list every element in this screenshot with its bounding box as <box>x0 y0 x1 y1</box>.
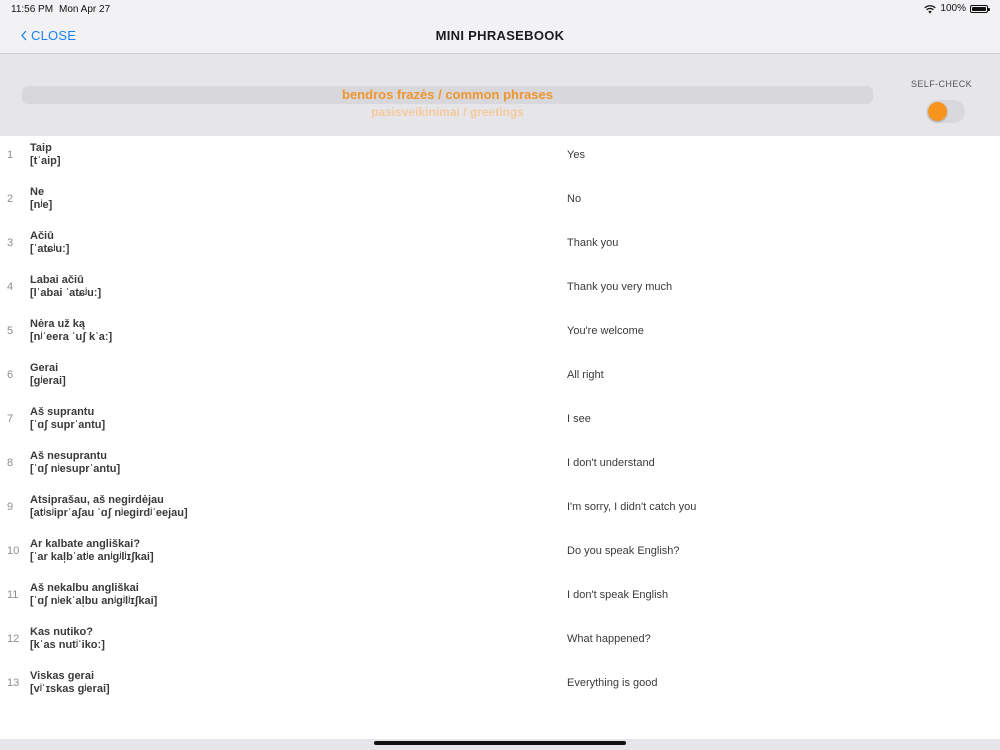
phrase-lithuanian: Atsiprašau, aš negirdėjau <box>30 494 164 506</box>
phrase-pronunciation: [ˈatɕʲuː] <box>30 243 70 255</box>
table-row[interactable] <box>0 313 1000 357</box>
phrase-english: I'm sorry, I didn't catch you <box>567 501 697 513</box>
phrase-lithuanian: Viskas gerai <box>30 670 95 682</box>
phrase-lithuanian: Ačiū <box>30 230 54 242</box>
table-row[interactable] <box>0 269 1000 313</box>
phrase-pronunciation: [vʲˈɪskas gʲerai] <box>30 683 110 695</box>
phrase-pronunciation: [nʲˈeera ˈuʃ kˈaː] <box>30 331 113 343</box>
phrase-lithuanian: Ne <box>30 186 45 198</box>
table-row[interactable] <box>0 401 1000 445</box>
phrase-english: What happened? <box>567 633 651 645</box>
row-number: 4 <box>7 281 14 293</box>
row-number: 1 <box>7 149 14 161</box>
self-check-label: SELF-CHECK <box>910 79 972 89</box>
table-row[interactable] <box>0 489 1000 533</box>
table-row[interactable] <box>0 621 1000 665</box>
navigation-bar <box>0 18 1000 54</box>
phrase-list <box>0 137 1000 709</box>
phrase-pronunciation: [gʲerai] <box>30 375 66 387</box>
phrase-english: I don't speak English <box>567 589 669 601</box>
status-date: Mon Apr 27 <box>59 4 111 15</box>
battery-percent: 100% <box>940 3 966 14</box>
phrase-lithuanian: Nėra už ką <box>30 318 86 330</box>
phrase-pronunciation: [ˈɑʃ nʲesuprˈantu] <box>30 463 121 475</box>
phrase-pronunciation: [nʲe] <box>30 199 53 211</box>
row-number: 10 <box>7 545 20 557</box>
table-row[interactable] <box>0 445 1000 489</box>
row-number: 2 <box>7 193 14 205</box>
phrase-lithuanian: Labai ačiū <box>30 274 84 286</box>
phrase-english: Yes <box>567 149 585 161</box>
self-check-toggle[interactable] <box>926 100 965 123</box>
row-number: 8 <box>7 457 14 469</box>
status-indicators <box>924 3 988 14</box>
phrase-pronunciation: [lˈabai ˈatɕʲuː] <box>30 287 102 299</box>
phrase-english: Everything is good <box>567 677 658 689</box>
phrase-english: Do you speak English? <box>567 545 680 557</box>
table-row[interactable] <box>0 137 1000 181</box>
phrase-english: I see <box>567 413 591 425</box>
row-number: 11 <box>7 589 19 601</box>
phrase-lithuanian: Kas nutiko? <box>30 626 93 638</box>
table-row[interactable] <box>0 181 1000 225</box>
table-row[interactable] <box>0 357 1000 401</box>
status-bar <box>0 0 1000 18</box>
phrase-lithuanian: Gerai <box>30 362 59 374</box>
home-indicator[interactable] <box>374 741 626 745</box>
table-row[interactable] <box>0 533 1000 577</box>
row-number: 12 <box>7 633 20 645</box>
phrase-english: No <box>567 193 582 205</box>
phrase-pronunciation: [atʲsʲiprˈaʃau ˈɑʃ nʲegirdʲˈeejau] <box>30 507 188 519</box>
row-number: 9 <box>7 501 14 513</box>
row-number: 7 <box>7 413 14 425</box>
row-number: 13 <box>7 677 20 689</box>
battery-icon <box>970 5 988 13</box>
status-time: 11:56 PM <box>11 4 54 15</box>
phrase-pronunciation: [kˈas nutʲˈikoː] <box>30 639 105 651</box>
close-label: CLOSE <box>31 28 77 43</box>
row-number: 6 <box>7 369 14 381</box>
toggle-knob <box>928 102 947 121</box>
phrase-english: Thank you <box>567 237 619 249</box>
phrase-lithuanian: Aš nesuprantu <box>30 450 108 462</box>
phrase-english: Thank you very much <box>567 281 673 293</box>
phrase-lithuanian: Ar kalbate angliškai? <box>30 538 141 550</box>
phrase-lithuanian: Taip <box>30 142 52 154</box>
row-number: 5 <box>7 325 14 337</box>
phrase-pronunciation: [ˈɑʃ suprˈantu] <box>30 419 106 431</box>
table-row[interactable] <box>0 577 1000 621</box>
phrase-english: I don't understand <box>567 457 655 469</box>
phrase-lithuanian: Aš suprantu <box>30 406 95 418</box>
phrase-pronunciation: [ˈar kal̩bˈatʲe anʲgʲlʲɪʃkai] <box>30 551 154 563</box>
phrase-pronunciation: [ˈɑʃ nʲekˈal̩bu anʲgʲlʲɪʃkai] <box>30 595 158 607</box>
phrase-english: All right <box>567 369 604 381</box>
table-row[interactable] <box>0 665 1000 709</box>
table-row[interactable] <box>0 225 1000 269</box>
picker-next-option[interactable]: pasisveikinimai / greetings <box>371 105 524 119</box>
phrase-english: You're welcome <box>567 325 644 337</box>
picker-faded-option <box>22 119 873 125</box>
row-number: 3 <box>7 237 14 249</box>
picker-selected-option[interactable]: bendros frazės / common phrases <box>342 87 553 102</box>
phrase-pronunciation: [tˈaip] <box>30 155 61 167</box>
wifi-icon <box>924 4 936 14</box>
phrase-lithuanian: Aš nekalbu angliškai <box>30 582 139 594</box>
page-title: MINI PHRASEBOOK <box>435 28 565 43</box>
filter-panel <box>0 54 1000 136</box>
